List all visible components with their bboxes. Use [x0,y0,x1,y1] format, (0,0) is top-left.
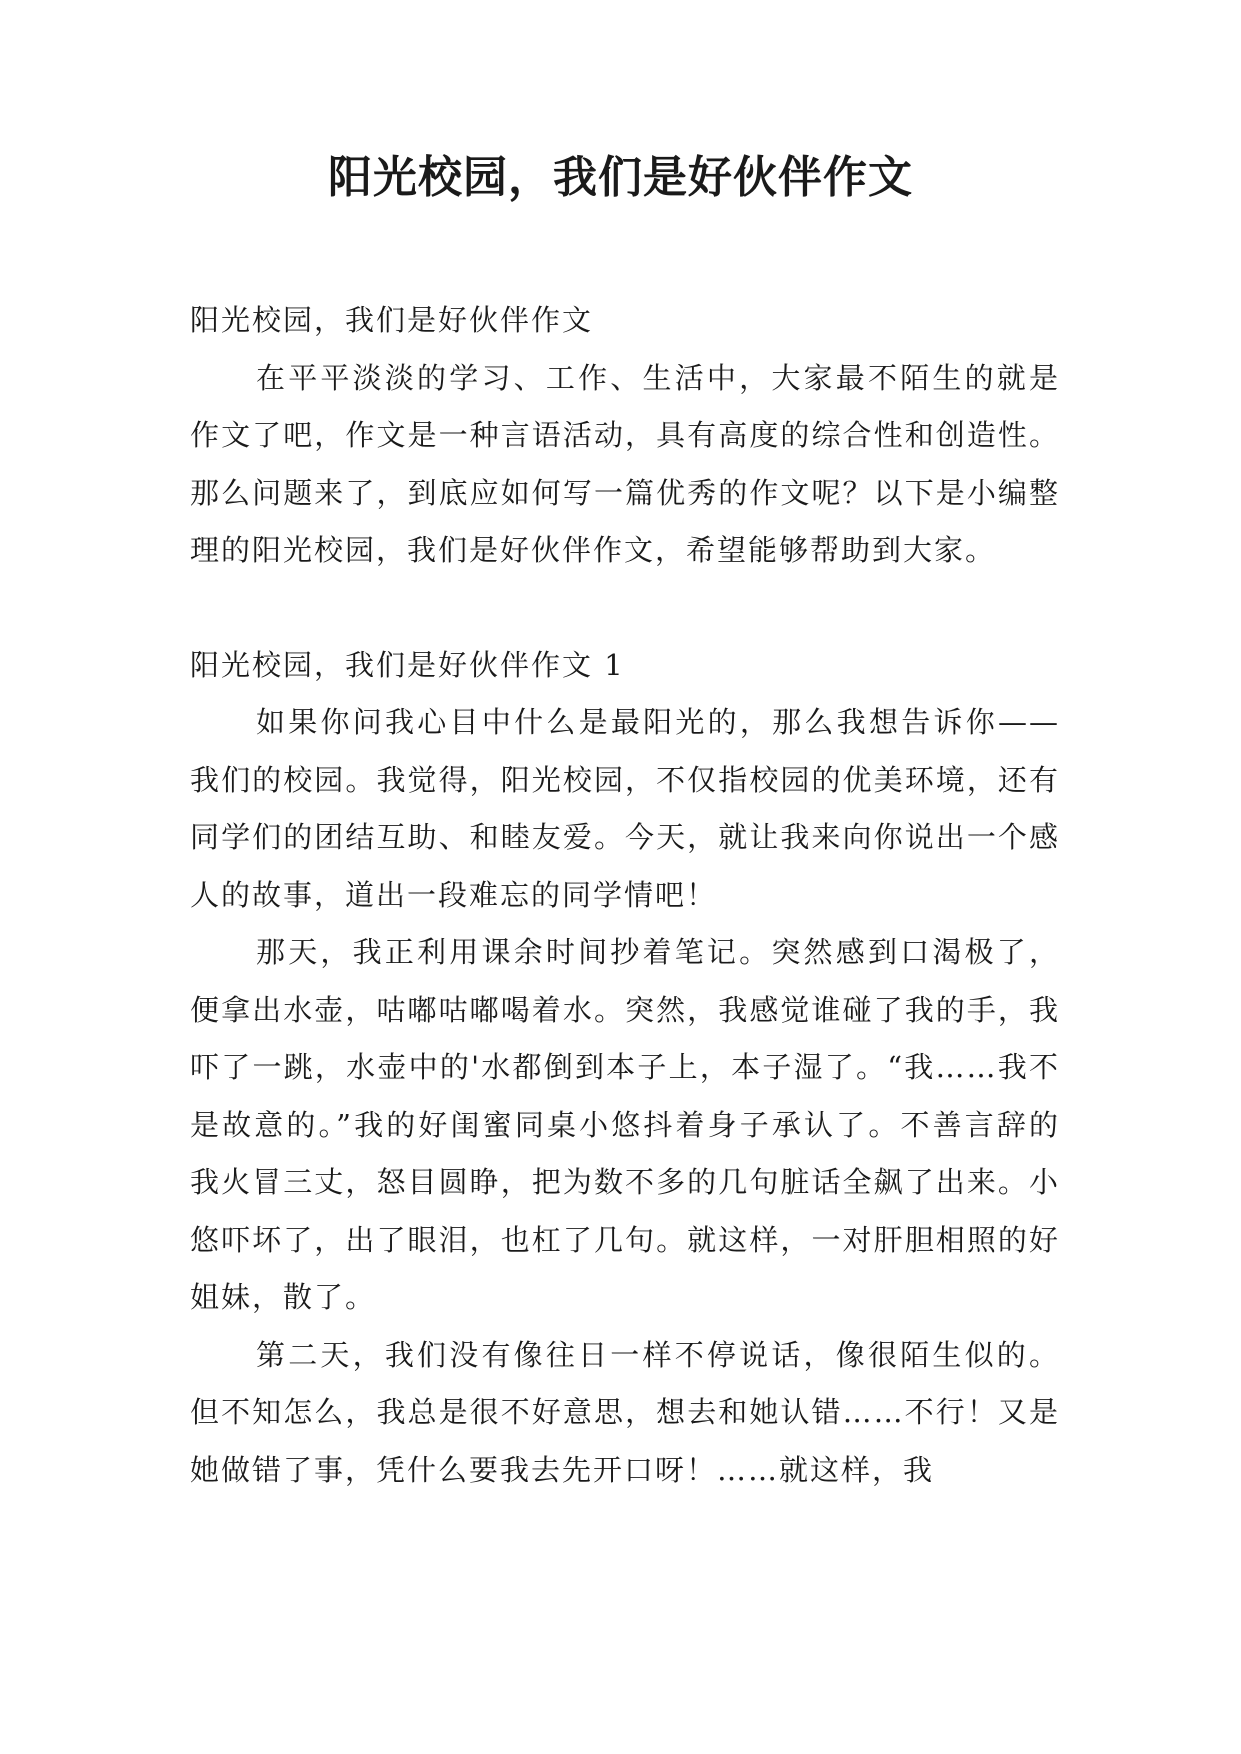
essay-1-paragraph-3: 第二天，我们没有像往日一样不停说话，像很陌生似的。但不知怎么，我总是很不好意思，想去和她认错……不行！又是她做错了事，凭什么要我去先开口呀！……就这样，我 [190,1337,1060,1487]
document-title: 阳光校园，我们是好伙伴作文 [328,152,913,203]
essay-1-paragraph-1: 如果你问我心目中什么是最阳光的，那么我想告诉你——我们的校园。我觉得，阳光校园，不仅指校园的优美环境，还有同学们的团结互助、和睦友爱。今天，就让我来向你说出一个感人的故事，道出一段难忘的同学情吧！ [190,705,1060,912]
intro-heading: 阳光校园，我们是好伙伴作文 [190,303,594,337]
intro-paragraph: 在平平淡淡的学习、工作、生活中，大家最不陌生的就是作文了吧，作文是一种言语活动，具有高度的综合性和创造性。那么问题来了，到底应如何写一篇优秀的作文呢？以下是小编整理的阳光校园，我们是好伙伴作文，希望能够帮助到大家。 [190,360,1060,567]
essay-1-paragraph-2: 那天，我正利用课余时间抄着笔记。突然感到口渴极了，便拿出水壶，咕嘟咕嘟喝着水。突然，我感觉谁碰了我的手，我吓了一跳，水壶中的'水都倒到本子上，本子湿了。“我……我不是故意的。”我的好闺蜜同桌小悠抖着身子承认了。不善言辞的我火冒三丈，怒目圆睁，把为数不多的几句脏话全飙了出来。小悠吓坏了，出了眼泪，也杠了几句。就这样，一对肝胆相照的好姐妹，散了。 [190,935,1060,1314]
section-gap [190,580,1060,637]
essay-1-heading: 阳光校园，我们是好伙伴作文 1 [190,647,625,682]
document-body [190,292,1060,1499]
